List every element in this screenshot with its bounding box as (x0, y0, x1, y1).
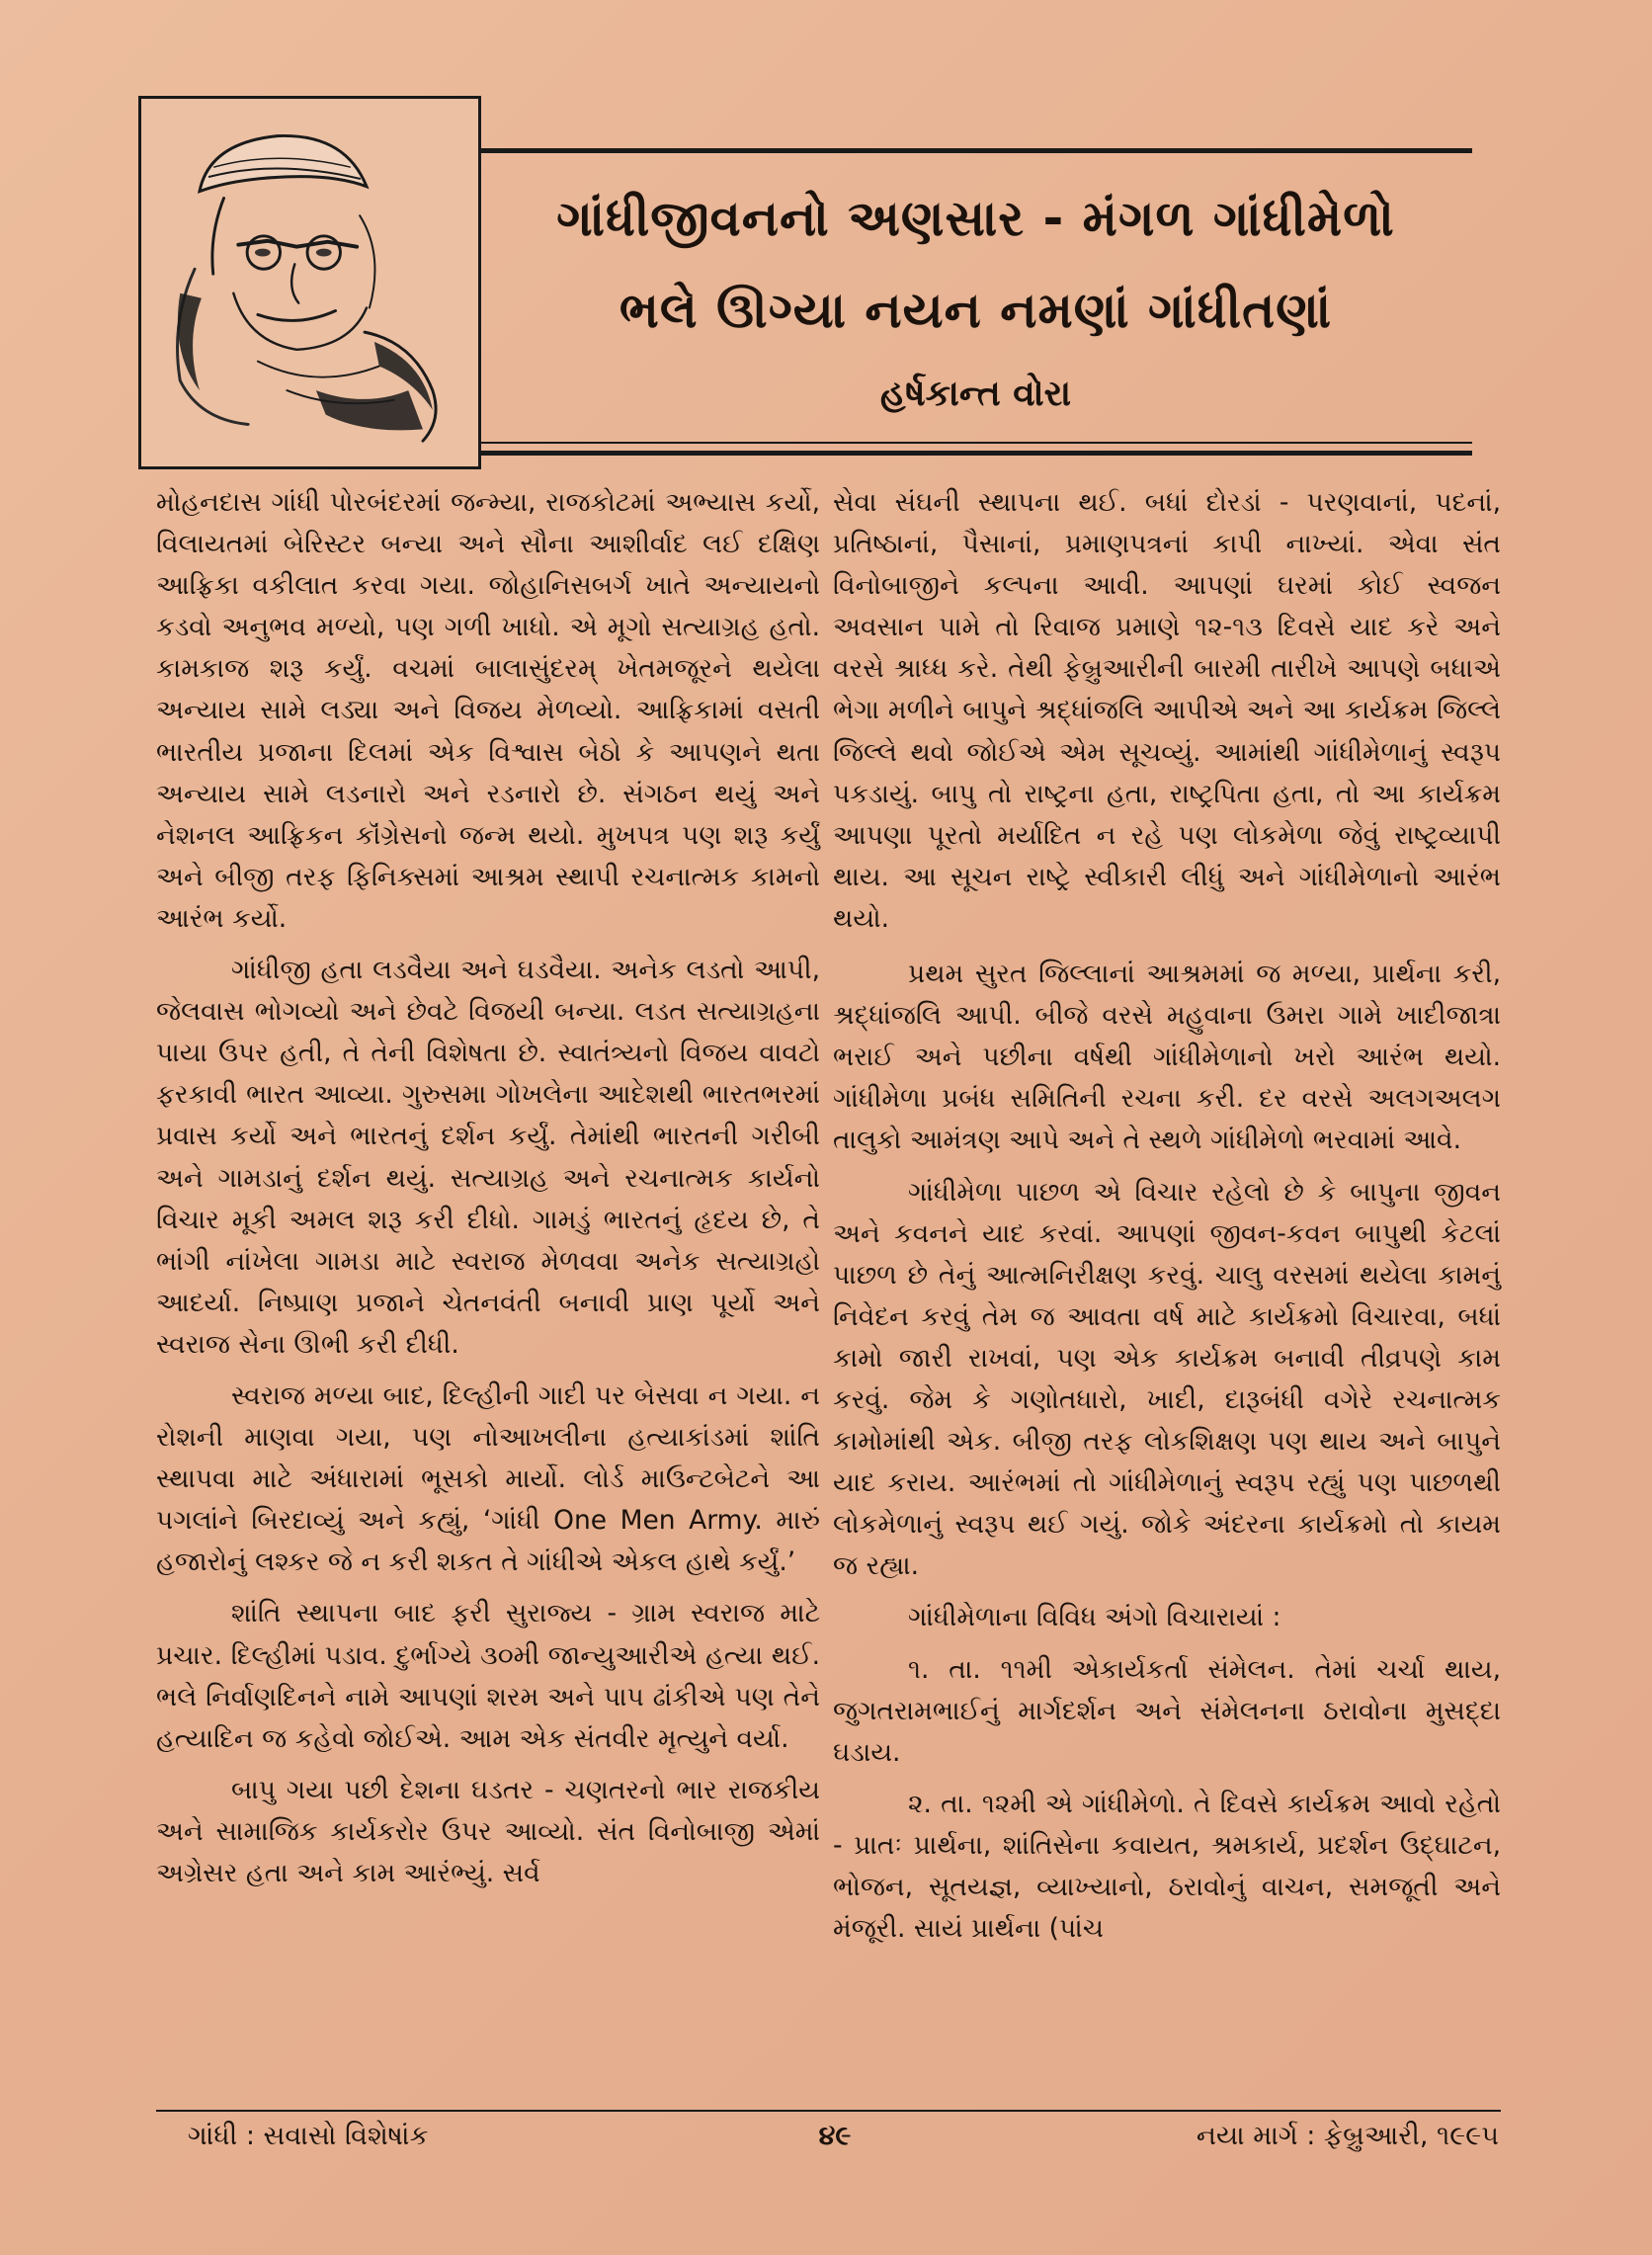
gandhi-portrait-sketch (138, 96, 481, 469)
right-paragraph-4: ગાંધીમેળાના વિવિધ અંગો વિચારાયાં : (908, 1602, 1281, 1633)
left-paragraph-4: શાંતિ સ્થાપના બાદ ફરી સુરાજ્ય - ગ્રામ સ્વરાજ માટે પ્રચાર. દિલ્હીમાં પડાવ. દુર્ભાગ્યે ૩૦મી જાન્યુઆરીએ હત્યા થઈ. ભલે નિર્વાણદિનને નામે આપણાં શરમ અને પાપ ઢાંકીએ પણ તેને હત્યાદિન જ કહેવો જોઈએ. આમ એક સંતવીર મૃત્યુને વર્યા. (156, 1598, 820, 1754)
title-bottom-rule-thin (479, 442, 1472, 444)
right-paragraph-1: સેવા સંઘની સ્થાપના થઈ. બધાં દોરડાં - પરણવાનાં, પદનાં, પ્રતિષ્ઠાનાં, પૈસાનાં, પ્રમાણપત્રનાં કાપી નાખ્યાં. એવા સંત વિનોબાજીને કલ્પના આવી. આપણાં ઘરમાં કોઈ સ્વજન અવસાન પામે તો રિવાજ પ્રમાણે ૧૨-૧૩ દિવસે યાદ કરે અને વરસે શ્રાધ્ધ કરે. તેથી ફેબ્રુઆરીની બારમી તારીખે આપણે બધાએ ભેગા મળીને બાપુને શ્રદ્ધાંજલિ આપીએ અને આ કાર્યક્રમ જિલ્લે જિલ્લે થવો જોઈએ એમ સૂચવ્યું. આમાંથી ગાંધીમેળાનું સ્વરૂપ પકડાયું. બાપુ તો રાષ્ટ્રના હતા, રાષ્ટ્રપિતા હતા, તો આ કાર્યક્રમ આપણા પૂરતો મર્યાદિત ન રહે પણ લોકમેળા જેવું રાષ્ટ્રવ્યાપી થાય. આ સૂચન રાષ્ટ્રે સ્વીકારી લીધું અને ગાંધીમેળાનો આરંભ થયો. (833, 487, 1501, 934)
footer-rule (156, 2110, 1501, 2112)
left-paragraph-3: સ્વરાજ મળ્યા બાદ, દિલ્હીની ગાદી પર બેસવા ન ગયા. ન રોશની માણવા ગયા, પણ નોઆખલીના હત્યાકાંડમાં શાંતિ સ્થાપવા માટે અંધારામાં ભૂસકો માર્યો. લોર્ડ માઉન્ટબેટને આ પગલાંને બિરદાવ્યું અને કહ્યું, ‘ગાંધી One Men Army. મારું હજારોનું લશ્કર જે ન કરી શકત તે ગાંધીએ એકલ હાથે કર્યું.’ (156, 1379, 820, 1578)
right-paragraph-6: ૨. તા. ૧૨મી એ ગાંધીમેળો. તે દિવસે કાર્યક્રમ આવો રહેતો - પ્રાતઃ પ્રાર્થના, શાંતિસેના કવાયત, શ્રમકાર્ય, પ્રદર્શન ઉદ્ઘાટન, ભોજન, સૂતયજ્ઞ, વ્યાખ્યાનો, ઠરાવોનું વાચન, સમજૂતી અને મંજૂરી. સાયં પ્રાર્થના (પાંચ (833, 1788, 1501, 1945)
left-paragraph-1: મોહનદાસ ગાંધી પોરબંદરમાં જન્મ્યા, રાજકોટમાં અભ્યાસ કર્યો, વિલાયતમાં બેરિસ્ટર બન્યા અને સૌના આશીર્વાદ લઈ દક્ષિણ આફ્રિકા વકીલાત કરવા ગયા. જોહાનિસબર્ગ ખાતે અન્યાયનો કડવો અનુભવ મળ્યો, પણ ગળી ખાધો. એ મૂગો સત્યાગ્રહ હતો. કામકાજ શરૂ કર્યું. વચમાં બાલાસુંદરમ્ ખેતમજૂરને થયેલા અન્યાય સામે લડ્યા અને વિજય મેળવ્યો. આફ્રિકામાં વસતી ભારતીય પ્રજાના દિલમાં એક વિશ્વાસ બેઠો કે આપણને થતા અન્યાય સામે લડનારો અને રડનારો છે. સંગઠન થયું અને નેશનલ આફ્રિકન કૉંગ્રેસનો જન્મ થયો. મુખપત્ર પણ શરૂ કર્યું અને બીજી તરફ ફિનિક્સમાં આશ્રમ સ્થાપી રચનાત્મક કામનો આરંભ કર્યો. (156, 487, 820, 934)
right-paragraph-2: પ્રથમ સુરત જિલ્લાનાં આશ્રમમાં જ મળ્યા, પ્રાર્થના કરી, શ્રદ્ધાંજલિ આપી. બીજે વરસે મહુવાના ઉમરા ગામે ખાદીજાત્રા ભરાઈ અને પછીના વર્ષથી ગાંધીમેળાનો ખરો આરંભ થયો. ગાંધીમેળા પ્રબંધ સમિતિની રચના કરી. દર વરસે અલગઅલગ તાલુકો આમંત્રણ આપે અને તે સ્થળે ગાંધીમેળો ભરવામાં આવે. (833, 959, 1501, 1156)
title-bottom-rule-thick (479, 451, 1472, 456)
article-author: હર્ષકાન્ત વોરા (879, 374, 1072, 414)
title-top-rule (479, 148, 1472, 153)
article-title-line-1: ગાંધીજીવનનો અણસાર - મંગળ ગાંધીમેળો (556, 190, 1395, 247)
right-text-column (833, 482, 1501, 1960)
right-paragraph-5: ૧. તા. ૧૧મી એકાર્યકર્તા સંમેલન. તેમાં ચર્ચા થાય, જુગતરામભાઈનું માર્ગદર્શન અને સંમેલનના ઠરાવોના મુસદ્દા ઘડાય. (833, 1653, 1501, 1768)
left-paragraph-5: બાપુ ગયા પછી દેશના ઘડતર - ચણતરનો ભાર રાજકીય અને સામાજિક કાર્યકરોર ઉપર આવ્યો. સંત વિનોબાજી એમાં અગ્રેસર હતા અને કામ આરંભ્યું. સર્વ (156, 1774, 820, 1888)
left-paragraph-2: ગાંધીજી હતા લડવૈયા અને ઘડવૈયા. અનેક લડતો આપી, જેલવાસ ભોગવ્યો અને છેવટે વિજયી બન્યા. લડત સત્યાગ્રહના પાયા ઉપર હતી, તે તેની વિશેષતા છે. સ્વાતંત્ર્યનો વિજય વાવટો ફરકાવી ભારત આવ્યા. ગુરુસમા ગોખલેના આદેશથી ભારતભરમાં પ્રવાસ કર્યો અને ભારતનું દર્શન કર્યું. તેમાંથી ભારતની ગરીબી અને ગામડાનું દર્શન થયું. સત્યાગ્રહ અને રચનાત્મક કાર્યનો વિચાર મૂકી અમલ શરૂ કરી દીધો. ગામડું ભારતનું હૃદય છે, તે ભાંગી નાંખેલા ગામડા માટે સ્વરાજ મેળવવા અનેક સત્યાગ્રહો આદર્યા. નિષ્પ્રાણ પ્રજાને ચેતનવંતી બનાવી પ્રાણ પૂર્યો અને સ્વરાજ સેના ઊભી કરી દીધી. (156, 955, 820, 1360)
footer-publication-right: નયા માર્ગ : ફેબ્રુઆરી, ૧૯૯૫ (1196, 2121, 1499, 2151)
article-title-line-2: ભલે ઊગ્યા નયન નમણાં ગાંધીતણાં (619, 282, 1333, 339)
page-number: ૪૯ (818, 2121, 852, 2151)
footer-publication-left: ગાંધી : સવાસો વિશેષાંક (188, 2121, 429, 2151)
left-text-column (156, 482, 820, 1904)
right-paragraph-3: ગાંધીમેળા પાછળ એ વિચાર રહેલો છે કે બાપુના જીવન અને કવનને યાદ કરવાં. આપણાં જીવન-કવન બાપુથી કેટલાં પાછળ છે તેનું આત્મનિરીક્ષણ કરવું. ચાલુ વરસમાં થયેલા કામનું નિવેદન કરવું તેમ જ આવતા વર્ષ માટે કાર્યક્રમો વિચારવા, બધાં કામો જારી રાખવાં, પણ એક કાર્યક્રમ બનાવી તીવ્રપણે કામ કરવું. જેમ કે ગણોતધારો, ખાદી, દારૂબંધી વગેરે રચનાત્મક કામોમાંથી એક. બીજી તરફ લોકશિક્ષણ પણ થાય અને બાપુને યાદ કરાય. આરંભમાં તો ગાંધીમેળાનું સ્વરૂપ રહ્યું પણ પાછળથી લોકમેળાનું સ્વરૂપ થઈ ગયું. જોકે અંદરના કાર્યક્રમો તો કાયમ જ રહ્યા. (833, 1176, 1501, 1582)
